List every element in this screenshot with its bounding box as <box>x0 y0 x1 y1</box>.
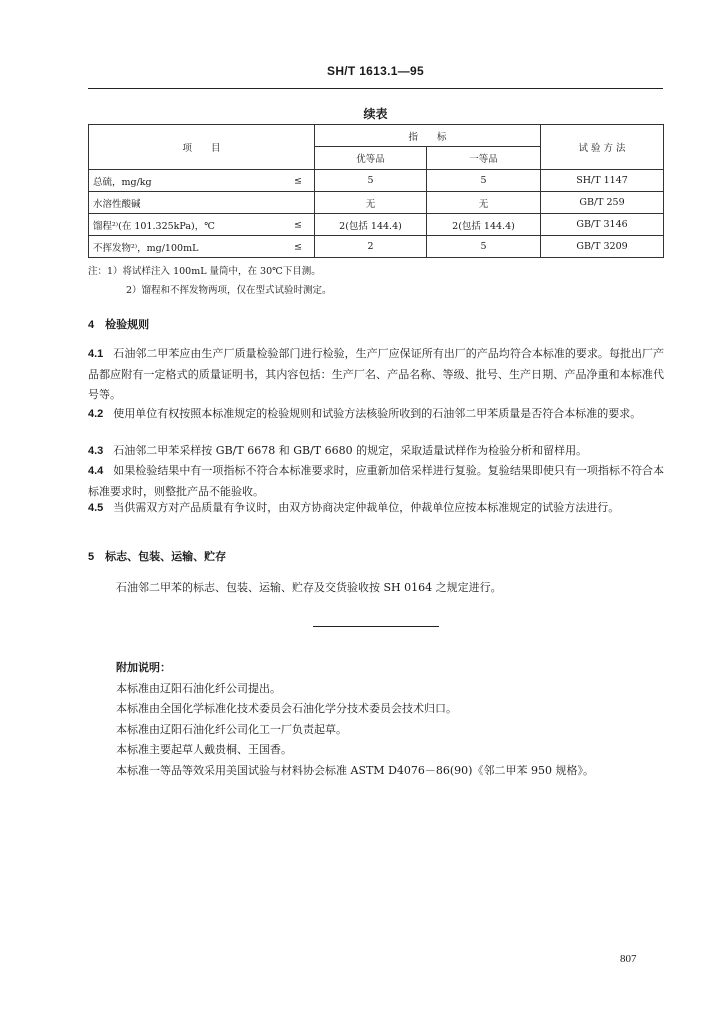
clause-number: 4.4 <box>88 465 104 477</box>
table-header-row <box>89 125 664 147</box>
row-premium: 5 <box>315 170 427 192</box>
standard-number-header: SH/T 1613.1—95 <box>327 64 424 78</box>
clause-number: 4.3 <box>88 445 104 457</box>
row-premium: 2(包括 144.4) <box>315 214 427 236</box>
row-method: GB/T 3146 <box>541 214 664 236</box>
row-item-label: 不挥发物²⁾，mg/100mL <box>93 242 199 254</box>
col-header-method: 试 验 方 法 <box>541 125 664 170</box>
clause-4-4 <box>88 461 664 502</box>
additional-line: 本标准一等品等效采用美国试验与材料协会标准 ASTM D4076－86(90)《邻二甲苯 950 规格》。 <box>116 763 594 777</box>
additional-line: 本标准由辽阳石油化纤公司化工一厂负责起草。 <box>116 722 347 736</box>
end-rule <box>313 626 439 627</box>
clause-text: 使用单位有权按照本标准规定的检验规则和试验方法核验所收到的石油邻二甲苯质量是否符合本标准的要求。 <box>113 407 642 420</box>
table-row <box>89 214 664 236</box>
clause-text: 当供需双方对产品质量有争议时，由双方协商决定仲裁单位，仲裁单位应按本标准规定的试验方法进行。 <box>113 501 620 514</box>
additional-line: 本标准由辽阳石油化纤公司提出。 <box>116 681 281 695</box>
col-header-premium: 优等品 <box>315 147 427 170</box>
row-first: 无 <box>427 192 541 214</box>
row-first: 5 <box>427 236 541 258</box>
table-title: 续表 <box>363 107 388 121</box>
section-5-text: 石油邻二甲苯的标志、包装、运输、贮存及交货验收按 SH 0164 之规定进行。 <box>116 581 502 594</box>
le-symbol: ≤ <box>294 219 302 230</box>
section-4-heading: 4 检验规则 <box>88 319 150 331</box>
row-first: 5 <box>427 170 541 192</box>
row-item <box>89 170 315 192</box>
table-row <box>89 236 664 258</box>
table-row <box>89 192 664 214</box>
clause-number: 4.5 <box>88 502 104 514</box>
note-1: 注：1）将试样注入 100mL 量筒中，在 30℃下目测。 <box>88 266 321 277</box>
clause-number: 4.1 <box>88 348 104 360</box>
table-notes <box>88 262 332 300</box>
section-5-heading: 5 标志、包装、运输、贮存 <box>88 551 227 563</box>
clause-text: 石油邻二甲苯应由生产厂质量检验部门进行检验，生产厂应保证所有出厂的产品均符合本标准的要求。每批出厂产品都应附有一定格式的质量证明书，其内容包括：生产厂名、产品名称、等级、批号、生产日期、产品净重和本标准代号等。 <box>88 347 664 401</box>
col-header-index: 指 标 <box>315 125 541 147</box>
additional-line: 本标准由全国化学标准化技术委员会石油化学分技术委员会技术归口。 <box>116 702 457 715</box>
col-header-item: 项 目 <box>89 125 315 170</box>
additional-notes <box>116 658 594 781</box>
le-symbol: ≤ <box>294 175 302 186</box>
note-2: 2）馏程和不挥发物两项，仅在型式试验时测定。 <box>126 285 332 296</box>
row-method: SH/T 1147 <box>541 170 664 192</box>
clause-4-2 <box>88 404 664 425</box>
header-rule <box>88 88 663 89</box>
le-symbol: ≤ <box>294 241 302 252</box>
clause-4-5 <box>88 498 664 519</box>
row-item-label: 总硫，mg/kg <box>93 176 152 188</box>
clause-text: 如果检验结果中有一项指标不符合本标准要求时，应重新加倍采样进行复验。复验结果即使只有一项指标不符合本标准要求时，则整批产品不能验收。 <box>88 464 664 498</box>
row-first: 2(包括 144.4) <box>427 214 541 236</box>
col-header-first: 一等品 <box>427 147 541 170</box>
clause-number: 4.2 <box>88 408 104 420</box>
clause-text: 石油邻二甲苯采样按 GB/T 6678 和 GB/T 6680 的规定，采取适量试样作为检验分析和留样用。 <box>113 444 588 457</box>
row-method: GB/T 3209 <box>541 236 664 258</box>
clause-4-1 <box>88 344 664 406</box>
row-item-label: 馏程²⁾(在 101.325kPa)，℃ <box>93 220 215 232</box>
row-item <box>89 236 315 258</box>
row-item-label: 水溶性酸碱 <box>93 198 141 210</box>
clause-4-3 <box>88 441 664 462</box>
page-number: 807 <box>620 953 637 965</box>
additional-notes-title: 附加说明： <box>116 661 171 674</box>
table-row <box>89 170 664 192</box>
row-item <box>89 192 315 214</box>
row-item <box>89 214 315 236</box>
row-premium: 无 <box>315 192 427 214</box>
row-method: GB/T 259 <box>541 192 664 214</box>
additional-line: 本标准主要起草人戴贵桐、王国香。 <box>116 743 292 756</box>
spec-table <box>88 124 664 258</box>
row-premium: 2 <box>315 236 427 258</box>
